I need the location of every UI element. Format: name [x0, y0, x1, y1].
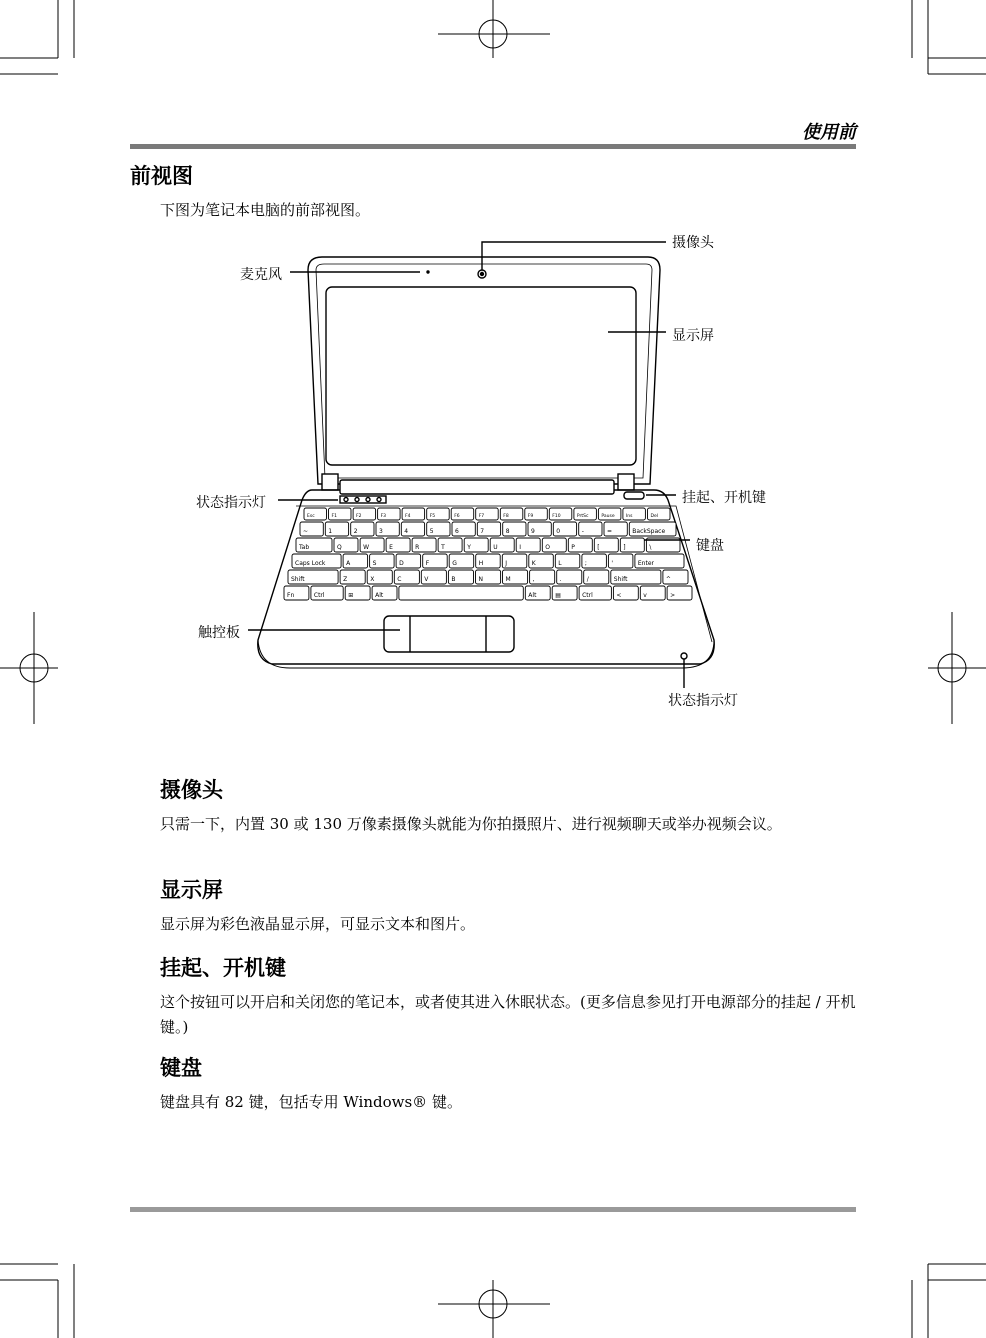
key-label: X [370, 576, 375, 583]
key-label: Shift [613, 576, 628, 583]
section-text-camera: 只需一下，内置 30 或 130 万像素摄像头就能为你拍摄照片、进行视频聊天或举办视频会议。 [160, 815, 782, 833]
key-label: F10 [552, 514, 561, 519]
key [399, 586, 523, 600]
status-led-front [681, 653, 687, 659]
label-microphone: 麦克风 [240, 267, 282, 283]
footer-rule [130, 1207, 856, 1212]
key-label: BackSpace [632, 528, 666, 535]
key-label: 0 [556, 528, 561, 535]
section-text-display: 显示屏为彩色液晶显示屏，可显示文本和图片。 [160, 915, 476, 933]
key-label: Tab [299, 544, 310, 551]
key-label: 8 [505, 528, 510, 535]
key-label: D [399, 560, 404, 567]
key-label: I [519, 544, 521, 551]
key-label: F4 [405, 514, 411, 519]
key-label: = [607, 528, 613, 535]
label-touchpad: 触控板 [198, 625, 240, 641]
key-label: Y [467, 544, 471, 551]
key-label: Enter [637, 560, 655, 567]
key-label: H [478, 560, 484, 567]
key-label: F9 [527, 514, 534, 519]
key-label: ▤ [555, 592, 561, 599]
key-label: F6 [454, 514, 460, 519]
key-label: F3 [380, 514, 387, 519]
key-label: F5 [429, 514, 436, 519]
key-label: Esc [307, 514, 315, 519]
key-label: . [559, 576, 562, 583]
key-label: 1 [328, 528, 333, 535]
label-power-button: 挂起、开机键 [682, 490, 766, 506]
section-text-keyboard: 键盘具有 82 键，包括专用 Windows® 键。 [160, 1093, 462, 1111]
key-label: Pause [601, 514, 615, 519]
key-label: F7 [478, 514, 485, 519]
key-label: L [558, 560, 562, 567]
key-label: 4 [404, 528, 409, 535]
section-title-display: 显示屏 [160, 878, 223, 902]
key-label: E [389, 544, 393, 551]
key-label: 2 [353, 528, 358, 535]
intro-text: 下图为笔记本电脑的前部视图。 [160, 201, 371, 219]
key-label: T [441, 544, 445, 551]
key-label: ; [584, 560, 587, 567]
microphone-hole [427, 271, 429, 273]
key-label: > [670, 592, 676, 599]
key-label: 5 [429, 528, 434, 535]
key-label: ^ [665, 576, 671, 583]
key-label: 3 [379, 528, 383, 535]
key-label: U [493, 544, 498, 551]
key-label: W [363, 544, 370, 551]
section-title-camera: 摄像头 [160, 778, 223, 802]
key-label: F1 [331, 514, 337, 519]
section-title-keyboard: 键盘 [160, 1056, 202, 1080]
key-label: Alt [375, 592, 384, 599]
key-label: 6 [455, 528, 459, 535]
power-button [624, 492, 644, 499]
key-label: Caps Lock [295, 560, 326, 567]
key-label: Del [650, 514, 658, 519]
key-label: ] [623, 544, 626, 551]
label-camera: 摄像头 [672, 235, 714, 251]
section-text-power: 这个按钮可以开启和关闭您的笔记本，或者使其进入休眠状态。(更多信息参见打开电源部分的挂起 / 开机键。) [160, 993, 856, 1036]
key-label: \ [649, 544, 652, 551]
key-label: Alt [528, 592, 537, 599]
key-label: - [581, 528, 584, 535]
page-title: 前视图 [130, 164, 193, 188]
label-display: 显示屏 [672, 328, 714, 344]
key-label: G [452, 560, 457, 567]
key-label: Z [343, 576, 348, 583]
key-label: Ctrl [313, 592, 325, 599]
key-label: Fn [287, 592, 295, 599]
key-label: M [505, 576, 511, 583]
key-label: Q [337, 544, 342, 551]
label-status-bottom: 状态指示灯 [668, 693, 738, 709]
key-label: Ins [625, 514, 633, 519]
label-keyboard: 键盘 [696, 538, 724, 554]
running-header: 使用前 [802, 122, 856, 143]
touchpad [384, 616, 514, 652]
key-label: R [415, 544, 420, 551]
key-label: [ [597, 544, 600, 551]
key-label: < [616, 592, 622, 599]
key-label: / [586, 576, 589, 583]
key-label: PrtSc [576, 514, 589, 519]
key-label: S [372, 560, 377, 567]
key-label: ~ [303, 528, 309, 535]
key-label: O [545, 544, 551, 551]
section-title-power: 挂起、开机键 [160, 956, 286, 980]
key-label: F8 [503, 514, 509, 519]
key-label: 7 [480, 528, 485, 535]
key-label: , [532, 576, 535, 583]
key-label: ' [611, 560, 614, 567]
key-label: V [424, 576, 429, 583]
key-label: 9 [531, 528, 535, 535]
key-label: N [478, 576, 483, 583]
key-label: A [346, 560, 351, 567]
key-label: P [571, 544, 575, 551]
key-label: Shift [291, 576, 305, 583]
display-screen [326, 287, 636, 465]
key-label: K [531, 560, 536, 567]
key-label: F2 [356, 514, 362, 519]
key-label: C [397, 576, 402, 583]
key-label: J [505, 560, 508, 567]
keyboard [284, 508, 692, 600]
key-label: B [451, 576, 456, 583]
key-label: Ctrl [582, 592, 593, 599]
key-label: v [643, 592, 647, 599]
label-status-left: 状态指示灯 [196, 495, 266, 511]
key-label: F [425, 560, 430, 567]
key-label: ⊞ [348, 592, 354, 599]
